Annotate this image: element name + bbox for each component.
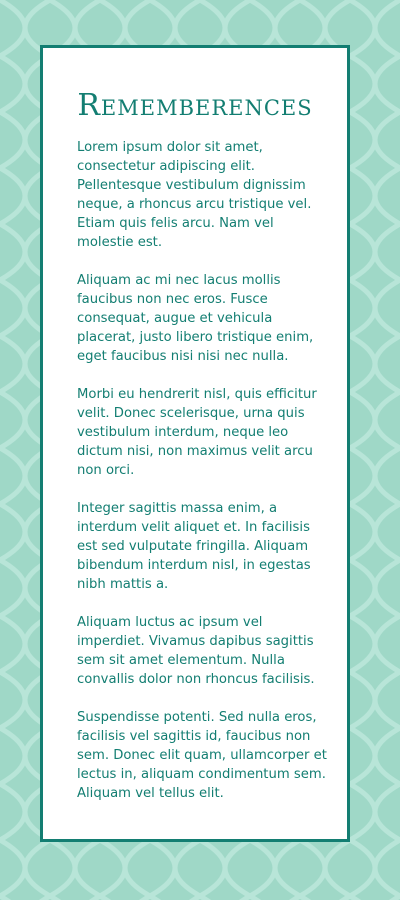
paragraph-4: Integer sagittis massa enim, a interdum velit aliquet et. In facilisis est sed vulputate fringilla. Aliquam bibendum interdum nisl, in egestas nibh mattis a. [77,501,311,592]
paragraph-3: Morbi eu hendrerit nisl, quis efficitur velit. Donec scelerisque, urna quis vestibulum interdum, neque leo dictum nisi, non maximus velit arcu non orci. [77,387,317,478]
page-title: Rememberences [77,88,313,123]
body-text [77,138,327,822]
paragraph-1: Lorem ipsum dolor sit amet, consectetur adipiscing elit. Pellentesque vestibulum dignissim neque, a rhoncus arcu tristique vel. Etiam quis felis arcu. Nam vel molestie est. [77,140,312,250]
paragraph-6: Suspendisse potenti. Sed nulla eros, facilisis vel sagittis id, faucibus non sem. Donec elit quam, ullamcorper et lectus in, aliquam condimentum sem. Aliquam vel tellus elit. [77,710,327,801]
remembrance-card [40,45,350,842]
paragraph-2: Aliquam ac mi nec lacus mollis faucibus non nec eros. Fusce consequat, augue et vehicula placerat, justo libero tristique enim, eget faucibus nisi nisi nec nulla. [77,273,314,364]
paragraph-5: Aliquam luctus ac ipsum vel imperdiet. Vivamus dapibus sagittis sem sit amet elementum. Nulla convallis dolor non rhoncus facilisis. [77,615,315,687]
